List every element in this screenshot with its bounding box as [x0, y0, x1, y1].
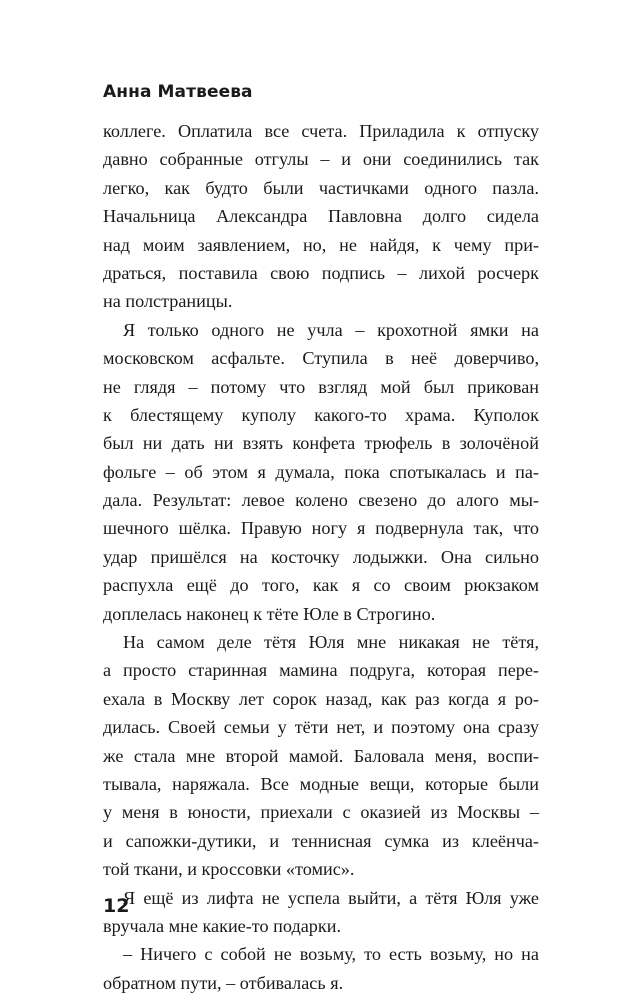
- text-line: ехала в Москву лет сорок назад, как раз когда я ро-: [103, 688, 539, 709]
- running-head-author: Анна Матвеева: [103, 82, 253, 102]
- text-line: обратном пути, – отбивалась я.: [103, 972, 344, 993]
- text-line: и сапожки-дутики, и теннисная сумка из клеёнча-: [103, 830, 539, 851]
- text-line: дилась. Своей семьи у тёти нет, и поэтому она сразу: [103, 717, 539, 738]
- paragraph: [103, 940, 539, 997]
- text-line: той ткани, и кроссовки «томис».: [103, 859, 355, 880]
- text-line: московском асфальте. Ступила в неё доверчиво,: [103, 348, 539, 369]
- paragraph: [103, 884, 539, 941]
- text-line: не глядя – потому что взгляд мой был прикован: [103, 376, 539, 397]
- text-line: на полстраницы.: [103, 291, 233, 312]
- text-line: над моим заявлением, но, не найдя, к чему при-: [103, 234, 539, 255]
- text-line: коллеге. Оплатила все счета. Приладила к отпуску: [103, 121, 539, 141]
- text-line: дала. Результат: левое колено свезено до алого мы-: [103, 490, 539, 511]
- text-line: драться, поставила свою подпись – лихой росчерк: [103, 262, 539, 283]
- page-number: 12: [103, 895, 130, 917]
- text-line: легко, как будто были частичками одного пазла.: [103, 177, 539, 198]
- text-line: На самом деле тётя Юля мне никакая не тётя,: [123, 632, 539, 653]
- text-line: Я ещё из лифта не успела выйти, а тётя Юля уже: [123, 887, 539, 908]
- text-line: доплелась наконец к тёте Юле в Строгино.: [103, 603, 436, 624]
- text-line: Начальница Александра Павловна долго сидела: [103, 206, 539, 227]
- paragraph: [103, 316, 539, 628]
- text-line: удар пришёлся на косточку лодыжки. Она сильно: [103, 546, 539, 567]
- text-line: фольге – об этом я думала, пока спотыкалась и па-: [103, 461, 539, 482]
- text-line: Я только одного не учла – крохотной ямки на: [123, 319, 539, 340]
- text-line: шечного шёлка. Правую ногу я подвернула так, что: [103, 518, 539, 539]
- text-line: давно собранные отгулы – и они соединились так: [103, 149, 539, 170]
- text-line: – Ничего с собой не возьму, то есть возьму, но на: [123, 944, 539, 965]
- paragraph: [103, 117, 539, 316]
- text-line: тывала, наряжала. Все модные вещи, которые были: [103, 773, 539, 794]
- text-line: был ни дать ни взять конфета трюфель в золочёной: [103, 433, 539, 454]
- text-line: вручала мне какие-то подарки.: [103, 915, 341, 936]
- text-line: к блестящему куполу какого-то храма. Куполок: [103, 404, 539, 425]
- text-line: а просто старинная мамина подруга, которая пере-: [103, 660, 539, 681]
- paragraph: [103, 628, 539, 884]
- text-line: у меня в юности, приехали с оказией из Москвы –: [103, 802, 539, 823]
- text-line: распухла ещё до того, как я со своим рюкзаком: [103, 575, 539, 596]
- body-text: [103, 117, 539, 997]
- text-line: же стала мне второй мамой. Баловала меня, воспи-: [103, 745, 539, 766]
